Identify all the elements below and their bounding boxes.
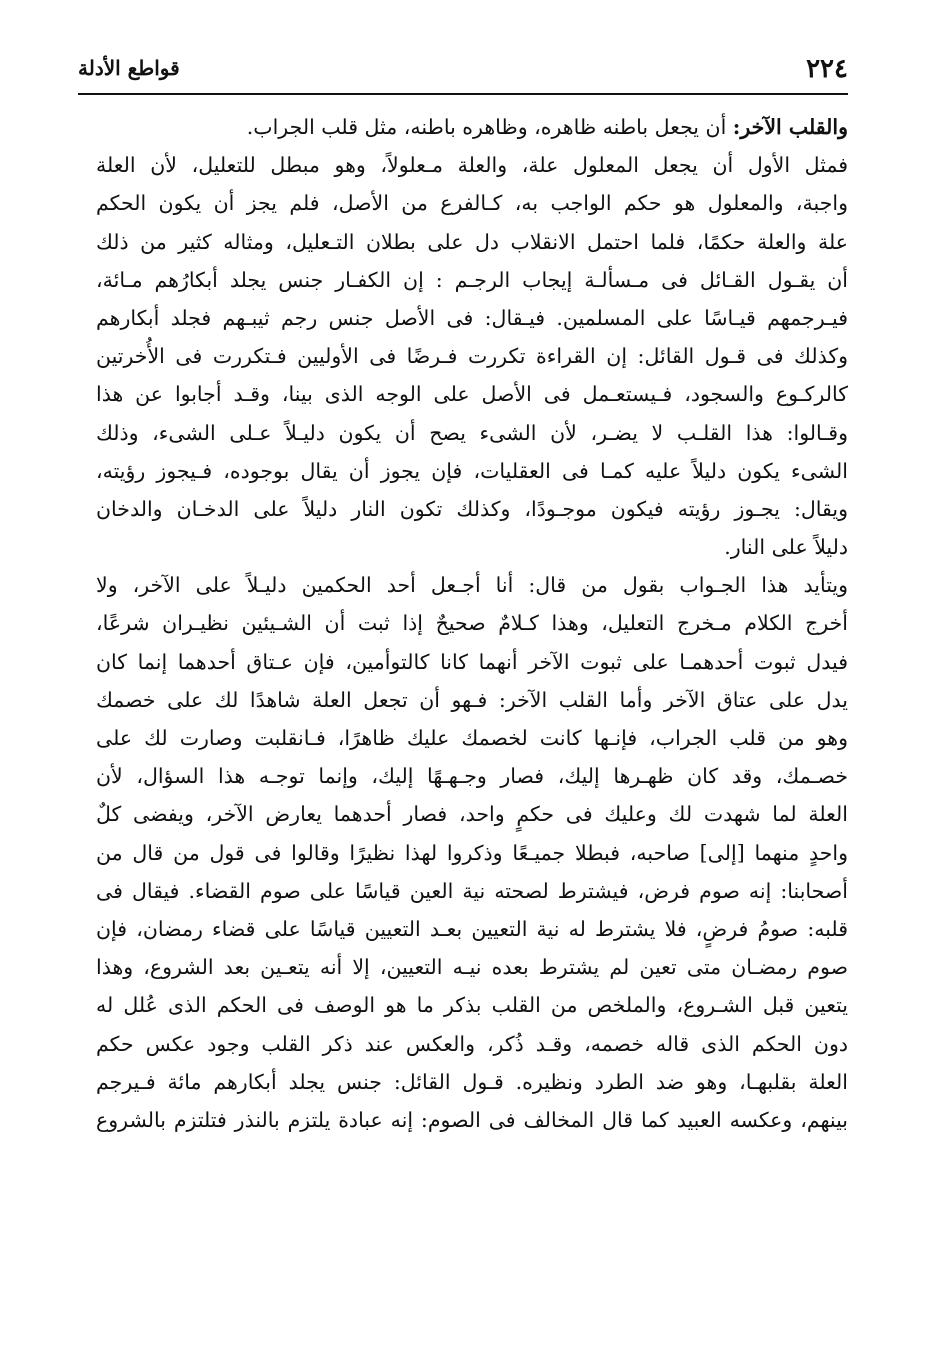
text-line	[96, 337, 848, 375]
text-line	[96, 872, 848, 910]
text-line	[96, 948, 848, 986]
header-rule	[78, 93, 848, 95]
line-text: يتعين قبل الشـروع، والملخص من القلب بذكر ما هو الوصف فى الحكم الذى عُلل له	[96, 993, 848, 1018]
text-line	[96, 1025, 848, 1063]
line-text: واجبة، والمعلول هو حكم الواجب به، كـالفرع من الأصل، فلم يجز أن يكون الحكم	[96, 191, 848, 216]
text-line	[96, 719, 848, 757]
line-text: كالركـوع والسجود، فـيستعـمل فى الأصل على الوجه الذى بينا، وقـد أجابوا عن هذا	[96, 382, 848, 407]
line-text: علة والعلة حكمًا، فلما احتمل الانقلاب دل على بطلان التـعليل، ومثاله كثير من ذلك	[96, 229, 848, 254]
line-text: دون الحكم الذى قاله خصمه، وقـد ذُكر، والعكس عند ذكر القلب وجود عكس حكم	[96, 1031, 848, 1056]
text-line	[96, 604, 848, 642]
text-line	[96, 490, 848, 528]
text-line	[96, 528, 848, 566]
text-line	[96, 1063, 848, 1101]
line-text: ويتأيد هذا الجـواب بقول من قال: أنا أجـعل أحد الحكمين دليـلاً على الآخر، ولا	[96, 573, 848, 598]
text-line	[96, 1101, 848, 1139]
line-text: يدل على عتاق الآخر وأما القلب الآخر: فـهو أن تجعل العلة شاهدًا لك على خصمك	[96, 687, 848, 712]
line-text: بينهم، وعكسه العبيد كما قال المخالف فى الصوم: إنه عبادة يلتزم بالنذر فتلتزم بالشروع	[96, 1107, 848, 1132]
line-text: العلة لما شهدت لك وعليك فى حكمٍ واحد، فصار أحدهما يعارض الآخر، ويفضى كلٌ	[96, 802, 848, 827]
text-line	[96, 834, 848, 872]
text-line	[96, 299, 848, 337]
text-line	[96, 910, 848, 948]
line-text: فمثل الأول أن يجعل المعلول علة، والعلة مـعلولاً، وهو مبطل للتعليل، لأن العلة	[96, 153, 848, 178]
line-text: فيدل ثبوت أحدهمـا على ثبوت الآخر أنهما كانا كالتوأمين، فإن عـتاق أحدهما إنما كان	[96, 649, 848, 674]
line-text: وقـالوا: هذا القلـب لا يضـر، لأن الشىء يصح أن يكون دليـلاً عـلى الشىء، وذلك	[96, 420, 848, 445]
running-title: قواطع الأدلة	[78, 56, 180, 80]
text-line	[96, 261, 848, 299]
line-text: أخرج الكلام مـخرج التعليل، وهذا كـلامٌ صحيحٌ إذا ثبت أن الشـيئين نظيـران شرعًا،	[96, 611, 848, 636]
text-line	[96, 643, 848, 681]
text-line	[96, 414, 848, 452]
line-text: أصحابنا: إنه صوم فرض، فيشترط لصحته نية العين قياسًا على صوم القضاء. فيقال فى	[96, 878, 848, 903]
line-text: قلبه: صومُ فرضٍ، فلا يشترط له نية التعيين بعـد التعيين قياسًا على قضاء رمضان، فإن	[96, 916, 848, 941]
page-number: ٢٢٤	[806, 54, 848, 84]
line-text: أن يجعل باطنه ظاهره، وظاهره باطنه، مثل قلب الجراب.	[246, 115, 733, 139]
text-line	[96, 566, 848, 604]
text-line	[96, 184, 848, 222]
text-line	[96, 146, 848, 184]
text-line	[96, 108, 848, 146]
line-text: خصـمك، وقد كان ظهـرها إليك، فصار وجـهـهًا إليك، وإنما توجـه هذا السؤال، لأن	[96, 764, 848, 789]
text-line	[96, 452, 848, 490]
line-text: أن يقـول القـائل فى مـسألـة إيجاب الرجـم : إن الكفـار جنس يجلد أبكارُهم مـائة،	[96, 267, 848, 292]
text-line	[96, 223, 848, 261]
line-text: ويقال: يجـوز رؤيته فيكون موجـودًا، وكذلك تكون النار دليلاً على الدخـان والدخان	[96, 496, 848, 521]
text-line	[96, 757, 848, 795]
line-text: الشىء يكون دليلاً عليه كمـا فى العقليات، فإن يجوز أن يقال بوجوده، فـيجوز رؤيته،	[96, 458, 848, 483]
line-text: صوم رمضـان متى تعين لم يشترط بعده نيـه التعيين، إلا أنه يتعـين بعد الشروع، وهذا	[96, 955, 848, 980]
text-line	[96, 681, 848, 719]
body-text	[96, 108, 848, 1139]
line-text: فيـرجمهم قيـاسًا على المسلمين. فيـقال: فى الأصل جنس رجم ثيبـهم فجلد أبكارهم	[96, 305, 848, 330]
text-line	[96, 375, 848, 413]
bold-lead-phrase: والقلب الآخر:	[732, 115, 848, 139]
line-text: واحدٍ منهما [إلى] صاحبه، فبطلا جميـعًا وذكروا لهذا نظيرًا وقالوا فى قول من قال من	[96, 840, 848, 865]
text-line	[96, 986, 848, 1024]
line-text: دليلاً على النار.	[724, 535, 848, 560]
page-header	[78, 52, 848, 92]
line-text: وهو من قلب الجراب، فإنـها كانت لخصمك عليك ظاهرًا، فـانقلبت وصارت لك على	[96, 726, 848, 750]
text-line	[96, 795, 848, 833]
line-text: وكذلك فى قـول القائل: إن القراءة تكررت فـرضًا فى الأوليين فـتكررت فى الأُخرتين	[96, 344, 848, 369]
line-text: العلة بقلبهـا، وهو ضد الطرد ونظيره. قـول القائل: جنس يجلد أبكارهم مائة فـيرجم	[96, 1069, 848, 1094]
